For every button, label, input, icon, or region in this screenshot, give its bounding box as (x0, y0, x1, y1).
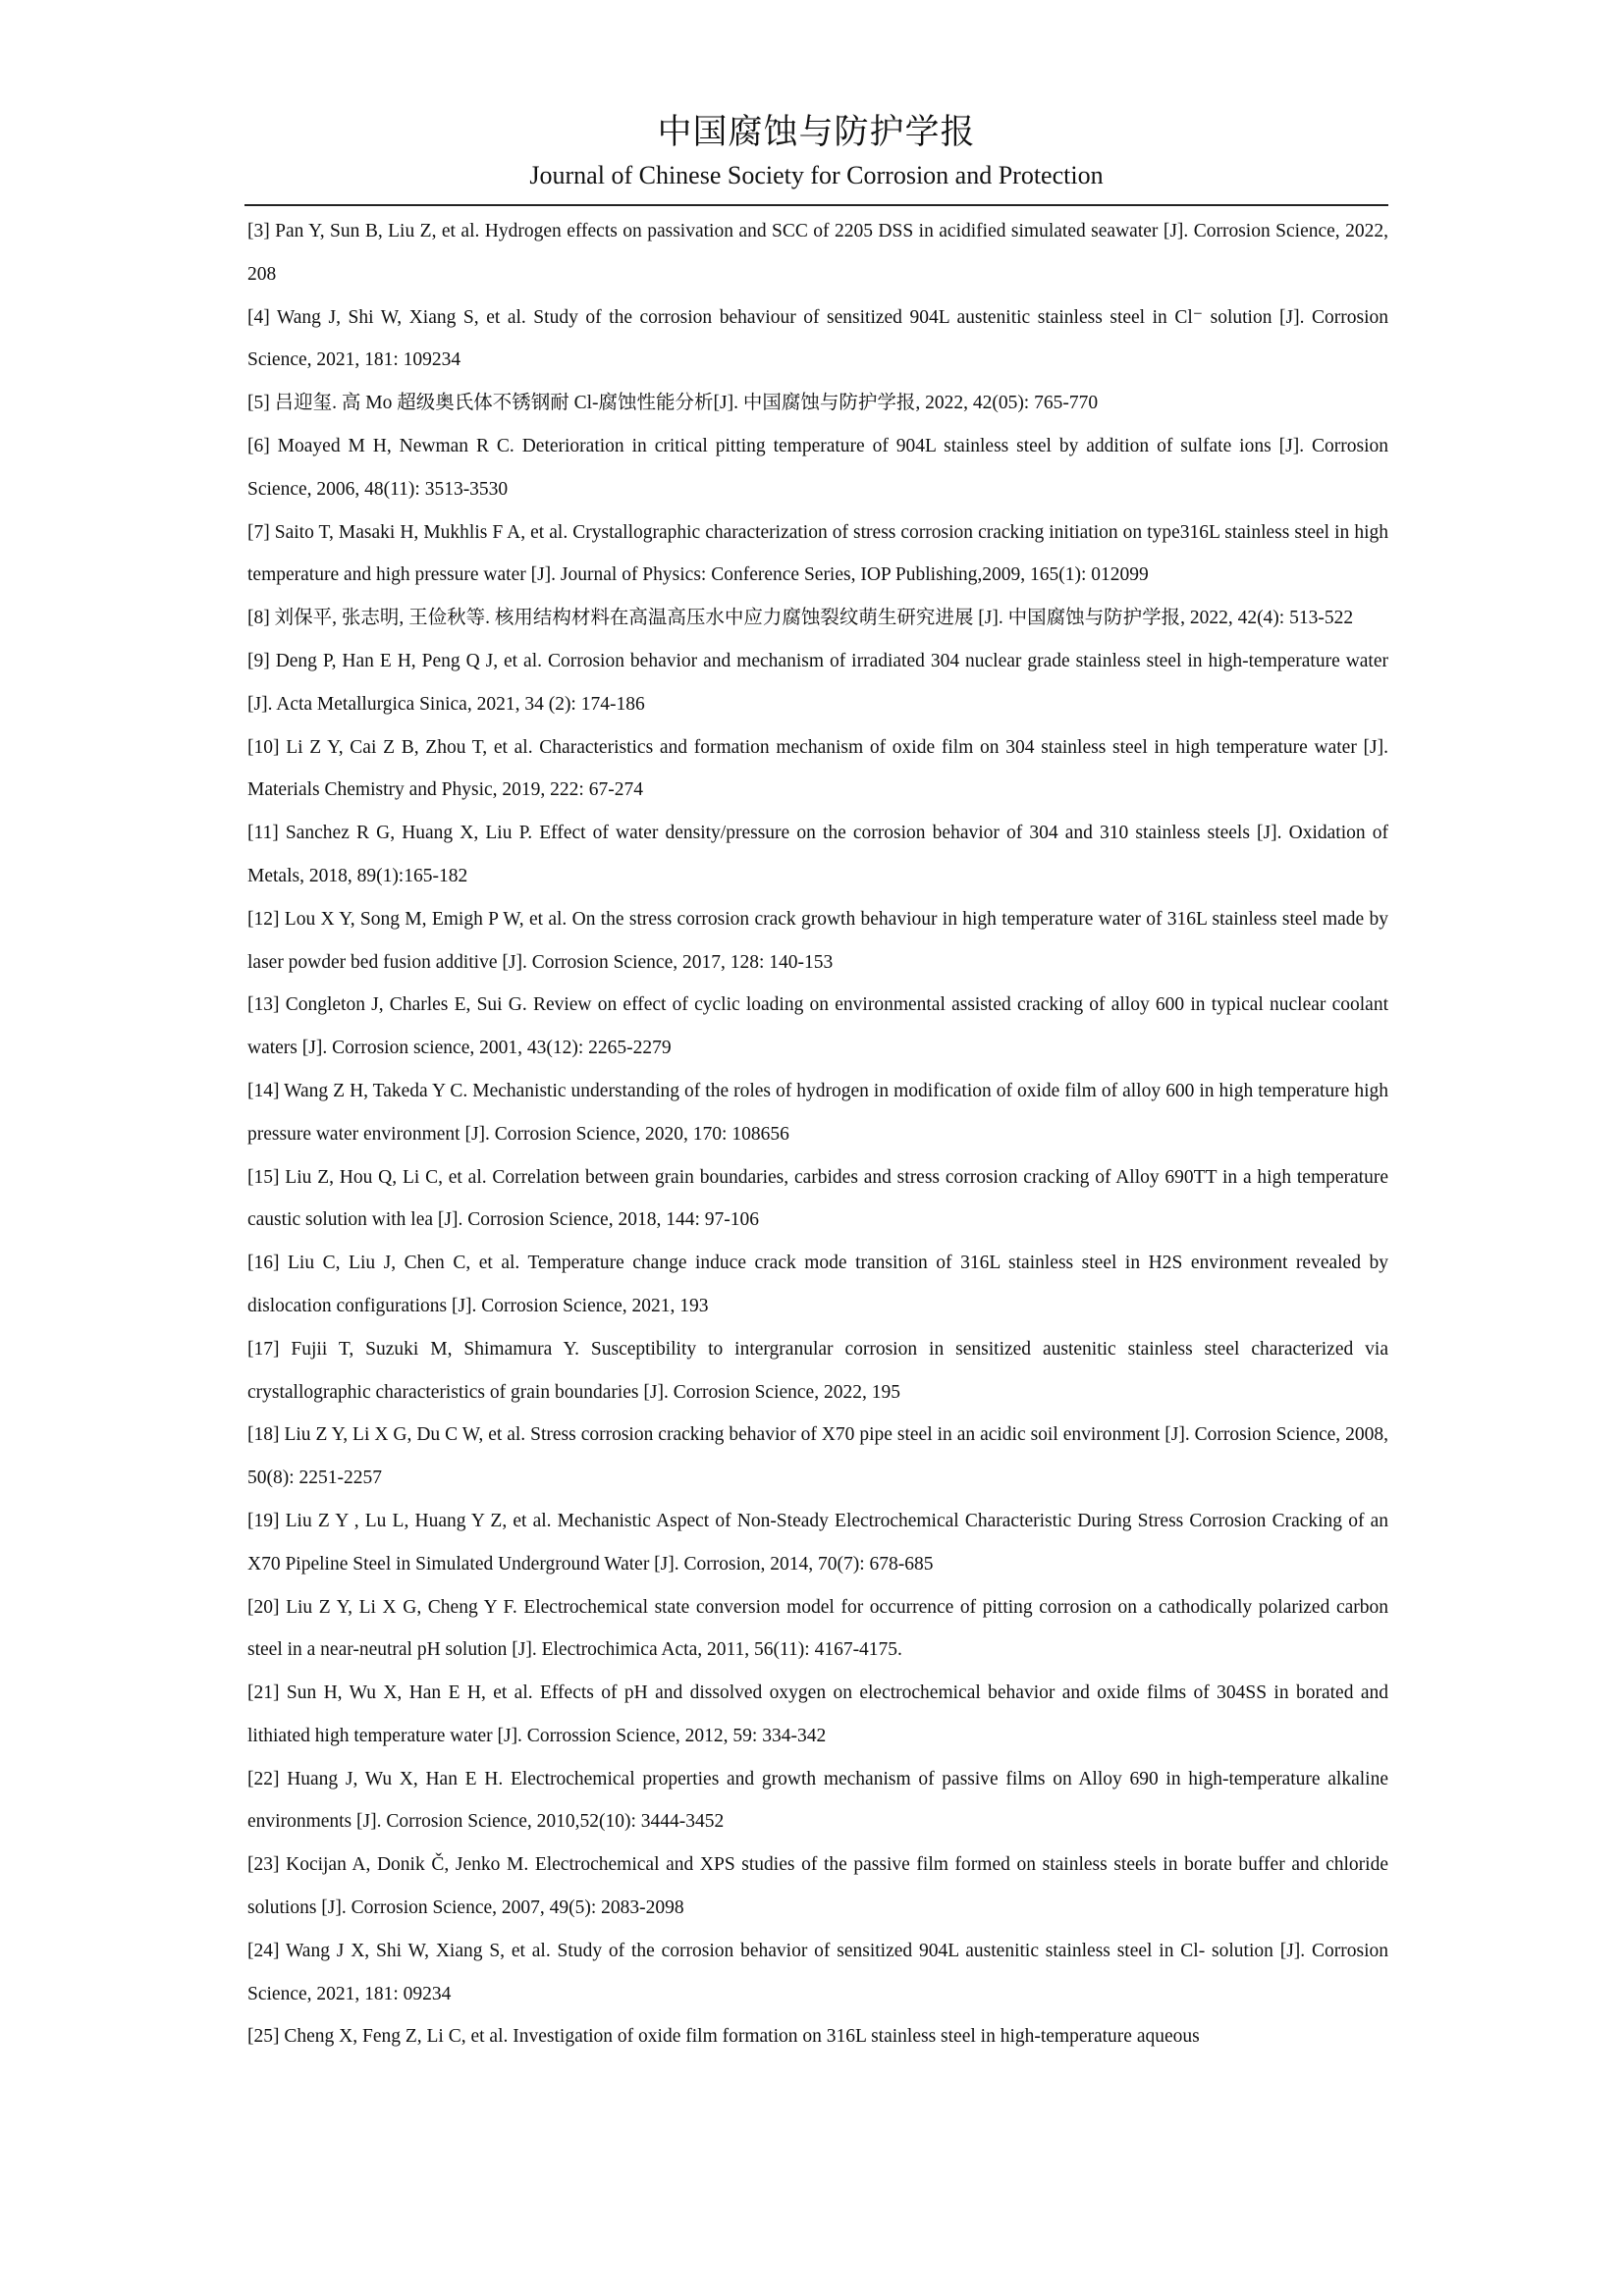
reference-16: [16] Liu C, Liu J, Chen C, et al. Temperature change induce crack mode transition of 316L stainless steel in H2S environment revealed by dislocation configurations [J]. Corrosion Science, 2021, 193 (247, 1253, 1388, 1316)
reference-14: [14] Wang Z H, Takeda Y C. Mechanistic understanding of the roles of hydrogen in modification of oxide film of alloy 600 in high temperature high pressure water environment [J]. Corrosion Science, 2020, 170: 108656 (247, 1080, 1388, 1145)
reference-list (247, 210, 1388, 2058)
reference-25: [25] Cheng X, Feng Z, Li C, et al. Investigation of oxide film formation on 316L stainless steel in high-temperature aqueous (247, 2026, 1200, 2048)
reference-4: [4] Wang J, Shi W, Xiang S, et al. Study of the corrosion behaviour of sensitized 904L austenitic stainless steel in Cl⁻ solution [J]. Corrosion Science, 2021, 181: 109234 (247, 306, 1388, 371)
reference-17: [17] Fujii T, Suzuki M, Shimamura Y. Susceptibility to intergranular corrosion in sensitized austenitic stainless steel characterized via crystallographic characteristics of grain boundaries [J]. Corrosion Science, 2022, 195 (247, 1338, 1388, 1403)
reference-8: [8] 刘保平, 张志明, 王俭秋等. 核用结构材料在高温高压水中应力腐蚀裂纹萌生研究进展 [J]. 中国腐蚀与防护学报, 2022, 42(4): 513-522 (247, 608, 1354, 629)
reference-18: [18] Liu Z Y, Li X G, Du C W, et al. Stress corrosion cracking behavior of X70 pipe steel in an acidic soil environment [J]. Corrosion Science, 2008, 50(8): 2251-2257 (247, 1424, 1388, 1489)
journal-header (244, 108, 1388, 192)
reference-13: [13] Congleton J, Charles E, Sui G. Review on effect of cyclic loading on environmental assisted cracking of alloy 600 in typical nuclear coolant waters [J]. Corrosion science, 2001, 43(12): 2265-2279 (247, 994, 1388, 1059)
reference-9: [9] Deng P, Han E H, Peng Q J, et al. Corrosion behavior and mechanism of irradiated 304 nuclear grade stainless steel in high-temperature water [J]. Acta Metallurgica Sinica, 2021, 34 (2): 174-186 (247, 650, 1388, 715)
reference-12: [12] Lou X Y, Song M, Emigh P W, et al. On the stress corrosion crack growth behaviour in high temperature water of 316L stainless steel made by laser powder bed fusion additive [J]. Corrosion Science, 2017, 128: 140-153 (247, 908, 1388, 973)
header-divider (244, 204, 1388, 206)
reference-15: [15] Liu Z, Hou Q, Li C, et al. Correlation between grain boundaries, carbides and stress corrosion cracking of Alloy 690TT in a high temperature caustic solution with lea [J]. Corrosion Science, 2018, 144: 97-106 (247, 1166, 1388, 1231)
reference-23: [23] Kocijan A, Donik Č, Jenko M. Electrochemical and XPS studies of the passive film formed on stainless steels in borate buffer and chloride solutions [J]. Corrosion Science, 2007, 49(5): 2083-2098 (247, 1854, 1388, 1919)
reference-20: [20] Liu Z Y, Li X G, Cheng Y F. Electrochemical state conversion model for occurrence of pitting corrosion on a cathodically polarized carbon steel in a near-neutral pH solution [J]. Electrochimica Acta, 2011, 56(11): 4167-4175. (247, 1596, 1388, 1661)
journal-title-en: Journal of Chinese Society for Corrosion and Protection (529, 161, 1104, 189)
reference-5: [5] 吕迎玺. 高 Mo 超级奥氏体不锈钢耐 Cl-腐蚀性能分析[J]. 中国腐蚀与防护学报, 2022, 42(05): 765-770 (247, 393, 1099, 414)
journal-title-cn: 中国腐蚀与防护学报 (657, 113, 976, 152)
reference-10: [10] Li Z Y, Cai Z B, Zhou T, et al. Characteristics and formation mechanism of oxide film on 304 stainless steel in high temperature water [J]. Materials Chemistry and Physic, 2019, 222: 67-274 (247, 736, 1388, 801)
reference-6: [6] Moayed M H, Newman R C. Deterioration in critical pitting temperature of 904L stainless steel by addition of sulfate ions [J]. Corrosion Science, 2006, 48(11): 3513-3530 (247, 435, 1388, 500)
reference-7: [7] Saito T, Masaki H, Mukhlis F A, et al. Crystallographic characterization of stress corrosion cracking initiation on type316L stainless steel in high temperature and high pressure water [J]. Journal of Physics: Conference Series, IOP Publishing,2009, 165(1): 012099 (247, 521, 1388, 586)
reference-3: [3] Pan Y, Sun B, Liu Z, et al. Hydrogen effects on passivation and SCC of 2205 DSS in acidified simulated seawater [J]. Corrosion Science, 2022, 208 (247, 221, 1388, 285)
reference-24: [24] Wang J X, Shi W, Xiang S, et al. Study of the corrosion behavior of sensitized 904L austenitic stainless steel in Cl- solution [J]. Corrosion Science, 2021, 181: 09234 (247, 1940, 1388, 2004)
reference-22: [22] Huang J, Wu X, Han E H. Electrochemical properties and growth mechanism of passive films on Alloy 690 in high-temperature alkaline environments [J]. Corrosion Science, 2010,52(10): 3444-3452 (247, 1768, 1388, 1833)
reference-19: [19] Liu Z Y , Lu L, Huang Y Z, et al. Mechanistic Aspect of Non-Steady Electrochemical Characteristic During Stress Corrosion Cracking of an X70 Pipeline Steel in Simulated Underground Water [J]. Corrosion, 2014, 70(7): 678-685 (247, 1510, 1388, 1575)
reference-11: [11] Sanchez R G, Huang X, Liu P. Effect of water density/pressure on the corrosion behavior of 304 and 310 stainless steels [J]. Oxidation of Metals, 2018, 89(1):165-182 (247, 823, 1388, 886)
reference-21: [21] Sun H, Wu X, Han E H, et al. Effects of pH and dissolved oxygen on electrochemical behavior and oxide films of 304SS in borated and lithiated high temperature water [J]. Corrossion Science, 2012, 59: 334-342 (247, 1682, 1388, 1746)
